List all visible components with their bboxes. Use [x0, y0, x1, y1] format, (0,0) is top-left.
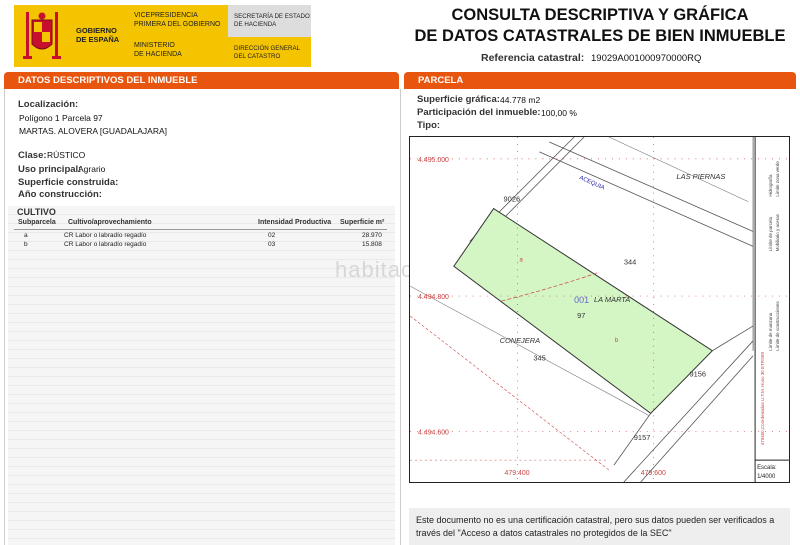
th-superficie: Superficie m² [340, 219, 385, 226]
direccion-label: DIRECCIÓN GENERAL DEL CATASTRO [234, 45, 301, 60]
legend-item: Mobiliario y aceras [774, 214, 780, 252]
subparcel-label: b [614, 337, 619, 344]
localizacion-line2: MARTAS. ALOVERA [GUADALAJARA] [19, 126, 168, 136]
legend-item: Límite de manzana [768, 312, 773, 351]
x-coord-label: 479.600 [640, 470, 666, 478]
uso-label: Uso principal: [18, 164, 82, 175]
cell-cultivo: CR Labor o labradío regadío [64, 241, 147, 248]
cell-superficie: 28.970 [362, 232, 382, 239]
sup-grafica-value: 44.778 m2 [500, 95, 541, 105]
parcel-map[interactable] [409, 136, 790, 483]
acequia-line [549, 142, 753, 231]
participacion-label: Participación del inmueble: [417, 107, 541, 118]
sup-grafica-label: Superficie gráfica: [417, 94, 500, 105]
uso-value: Agrario [78, 164, 106, 174]
subparcel-label: a [519, 257, 523, 264]
section-header-datos: DATOS DESCRIPTIVOS DEL INMUEBLE [4, 72, 399, 89]
cell-cultivo: CR Labor o labradío regadío [64, 232, 147, 239]
place-label: CONEJERA [499, 335, 541, 345]
legend-coords: 479400,Coordenadas U.T.M. Huso 30 ETRS89 [760, 352, 766, 446]
clase-label: Clase: [18, 150, 47, 161]
cell-subparcela: a [24, 232, 28, 239]
parcel-number: 9157 [633, 433, 651, 443]
ref-catastral-label: Referencia catastral: [481, 52, 585, 64]
vicepresidencia-label: VICEPRESIDENCIA PRIMERA DEL GOBIERNO [134, 12, 221, 28]
secretaria-label: SECRETARÍA DE ESTADO DE HACIENDA [234, 13, 310, 28]
clase-value: RÚSTICO [47, 150, 86, 160]
th-cultivo: Cultivo/aprovechamiento [68, 219, 152, 226]
place-label: LAS PIERNAS [676, 171, 726, 181]
section-header-parcela: PARCELA [404, 72, 796, 89]
parcel-number: 9026 [503, 194, 521, 204]
table-header-divider [14, 229, 387, 230]
parcel-number: 344 [623, 257, 637, 267]
scale-value: 1/4000 [757, 474, 776, 481]
legend-item: Límite zona verde [774, 161, 780, 197]
parcel-number: 9156 [689, 369, 707, 379]
place-label: LA MARTA [594, 295, 631, 305]
th-subparcela: Subparcela [18, 219, 56, 226]
th-intensidad: Intensidad Productiva [258, 219, 332, 226]
sup-construida-label: Superficie construida: [18, 177, 119, 188]
cell-intensidad: 03 [268, 241, 276, 248]
cell-intensidad: 02 [268, 232, 276, 239]
participacion-value: 100,00 % [541, 108, 577, 118]
y-coord-label: 4.494.600 [418, 429, 449, 437]
watermark: habitaclia [335, 257, 438, 282]
ministerio-label: MINISTERIO DE HACIENDA [134, 42, 182, 58]
anio-construccion-label: Año construcción: [18, 189, 102, 200]
cell-subparcela: b [24, 241, 28, 248]
legend-item: Hidrografía [768, 174, 773, 197]
x-coord-label: 479.400 [504, 470, 530, 478]
ref-catastral-value: 19029A001000970000RQ [591, 53, 702, 64]
gov-label: GOBIERNO DE ESPAÑA [76, 26, 120, 44]
localizacion-line1: Polígono 1 Parcela 97 [19, 113, 103, 123]
scale-label: Escala: [757, 465, 777, 472]
legend-item: Límite de parcela [768, 217, 773, 252]
acequia-label: ACEQUIA [578, 175, 606, 192]
y-coord-label: 4.495.000 [418, 156, 449, 164]
legend-item: Límite de construcciones [774, 301, 780, 351]
localizacion-label: Localización: [18, 99, 79, 110]
parcel-number: 345 [533, 353, 546, 363]
cultivo-title: CULTIVO [17, 207, 56, 217]
parcel-number: 97 [577, 310, 586, 320]
cell-superficie: 15.808 [362, 241, 382, 248]
acequia-line [539, 152, 753, 246]
page-title: CONSULTA DESCRIPTIVA Y GRÁFICA DE DATOS CATASTRALES DE BIEN INMUEBLE [414, 6, 786, 45]
tipo-label: Tipo: [417, 120, 441, 131]
parcel-number: 001 [574, 295, 590, 306]
coat-of-arms-icon [22, 10, 62, 62]
y-coord-label: 4.494.800 [418, 294, 449, 302]
disclaimer-text: Este documento no es una certificación catastral, pero sus datos pueden ser verificados a través del "Acceso a datos catastrales no protegidos de la SEC" [416, 515, 775, 538]
